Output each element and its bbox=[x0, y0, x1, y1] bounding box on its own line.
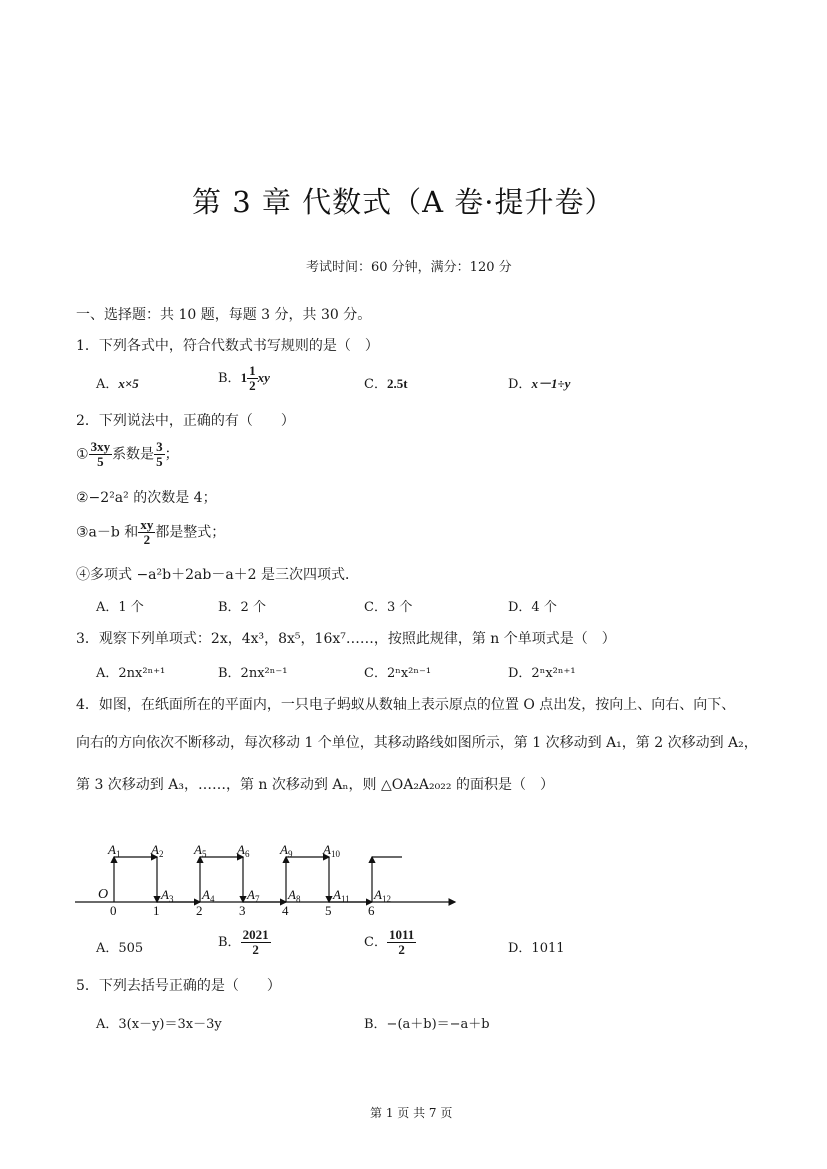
q1-option-b[interactable] bbox=[218, 364, 270, 393]
fraction-numerator: xy bbox=[140, 517, 154, 532]
statement-3-b: 都是整式； bbox=[155, 524, 226, 541]
section-heading: 一、选择题：共 10 题，每题 3 分，共 30 分。 bbox=[76, 307, 372, 323]
q1-option-b-label: B． bbox=[218, 371, 241, 386]
axis-tick-label: 1 bbox=[153, 903, 160, 918]
q4-option-a[interactable]: A．505 bbox=[96, 941, 144, 956]
axis-tick-label: 3 bbox=[239, 903, 246, 918]
q4-option-b[interactable] bbox=[218, 928, 271, 957]
q1-option-d-expr: x－1÷y bbox=[531, 376, 571, 391]
q4-option-c-fraction bbox=[387, 928, 416, 957]
point-label: $A_5$ bbox=[194, 842, 207, 859]
q2-statement-2: ②−2²a² 的次数是 4； bbox=[76, 490, 217, 506]
exam-info: 考试时间：60 分钟，满分：120 分 bbox=[306, 260, 512, 275]
q2-statement-3 bbox=[76, 518, 225, 547]
q2-option-c[interactable]: C．3 个 bbox=[364, 600, 413, 615]
q1-option-d[interactable] bbox=[508, 373, 570, 392]
q1-option-b-whole: 1 bbox=[240, 370, 248, 385]
q4-option-d[interactable]: D．1011 bbox=[508, 941, 565, 956]
statement-3-fraction bbox=[138, 518, 155, 547]
fraction-numerator: 3xy bbox=[90, 439, 111, 454]
point-label: $A_{11}$ bbox=[333, 887, 350, 904]
fraction-numerator: 1 bbox=[249, 363, 256, 378]
q3-option-c[interactable]: C．2ⁿx²ⁿ⁻¹ bbox=[364, 666, 432, 681]
q3-option-b[interactable]: B．2nx²ⁿ⁻¹ bbox=[218, 666, 288, 681]
q2-option-a[interactable]: A．1 个 bbox=[96, 600, 144, 615]
q2-option-d[interactable]: D．4 个 bbox=[508, 600, 557, 615]
question-4-line-2: 向右的方向依次不断移动，每次移动 1 个单位，其移动路线如图所示，第 1 次移动到 A₁，第 2 次移动到 A₂， bbox=[76, 735, 758, 751]
fraction-denominator: 5 bbox=[97, 454, 104, 469]
point-label: $A_6$ bbox=[237, 842, 250, 859]
question-2-stem: 2．下列说法中，正确的有（ ） bbox=[76, 413, 295, 429]
point-label: $A_{10}$ bbox=[323, 842, 340, 859]
axis-tick-label: 6 bbox=[368, 903, 375, 918]
q2-statement-4: ④多项式 −a²b＋2ab－a＋2 是三次四项式． bbox=[76, 567, 360, 583]
point-label: $A_4$ bbox=[202, 887, 215, 904]
page-footer: 第 1 页 共 7 页 bbox=[370, 1106, 453, 1120]
q5-option-a[interactable]: A．3(x－y)＝3x－3y bbox=[96, 1017, 222, 1032]
page-title: 第 3 章 代数式（A 卷·提升卷） bbox=[192, 185, 615, 219]
fraction-denominator: 2 bbox=[398, 942, 405, 957]
q3-option-d[interactable]: D．2ⁿx²ⁿ⁺¹ bbox=[508, 666, 576, 681]
question-3-stem: 3．观察下列单项式：2x，4x³，8x⁵，16x⁷……，按照此规律，第 n 个单项式是（ ） bbox=[76, 631, 616, 647]
q1-option-c[interactable] bbox=[364, 373, 408, 392]
q1-option-c-expr: 2.5t bbox=[386, 376, 408, 391]
statement-1-fraction bbox=[89, 440, 113, 469]
q4-option-c[interactable] bbox=[364, 928, 416, 957]
q1-option-b-fraction bbox=[247, 364, 258, 393]
q1-option-d-label: D． bbox=[508, 377, 532, 392]
fraction-numerator: 3 bbox=[156, 439, 163, 454]
question-4-line-1: 4．如图，在纸面所在的平面内，一只电子蚂蚁从数轴上表示原点的位置 O 点出发，按向上、向右、向下、 bbox=[76, 697, 736, 713]
q2-statement-1 bbox=[76, 440, 179, 469]
q1-option-a-expr: x×5 bbox=[118, 376, 139, 391]
axis-tick-label: 4 bbox=[282, 903, 289, 918]
fraction-denominator: 2 bbox=[249, 378, 256, 393]
axis-tick-label: 0 bbox=[110, 903, 117, 918]
axis-tick-label: 5 bbox=[325, 903, 332, 918]
figure-labels bbox=[98, 842, 391, 918]
q4-option-b-fraction bbox=[241, 928, 271, 957]
question-1-stem: 1．下列各式中，符合代数式书写规则的是（ ） bbox=[76, 338, 379, 354]
question-4-line-3: 第 3 次移动到 A₃，……，第 n 次移动到 Aₙ，则 △OA₂A₂₀₂₂ 的面积是（ ） bbox=[76, 777, 554, 793]
fraction-denominator: 5 bbox=[156, 454, 163, 469]
fraction-denominator: 2 bbox=[252, 942, 259, 957]
statement-1-end: ； bbox=[164, 446, 179, 463]
q3-option-a[interactable]: A．2nx²ⁿ⁺¹ bbox=[96, 666, 166, 681]
point-label: $A_1$ bbox=[108, 842, 121, 859]
q1-option-a-label: A． bbox=[96, 377, 119, 392]
point-label: $A_{12}$ bbox=[374, 887, 391, 904]
point-label: $A_9$ bbox=[280, 842, 293, 859]
q5-option-b[interactable]: B．−(a＋b)＝−a＋b bbox=[364, 1017, 490, 1032]
q2-option-b[interactable]: B．2 个 bbox=[218, 600, 266, 615]
point-label: $A_7$ bbox=[247, 887, 260, 904]
statement-3-a: ③a－b 和 bbox=[76, 524, 139, 541]
q4-option-b-label: B． bbox=[218, 935, 241, 950]
q1-option-a[interactable] bbox=[96, 373, 139, 392]
q1-option-b-tail: xy bbox=[257, 370, 270, 385]
statement-1-fraction-2 bbox=[154, 440, 165, 469]
number-line-figure bbox=[70, 835, 470, 920]
question-5-stem: 5．下列去括号正确的是（ ） bbox=[76, 978, 281, 994]
axis-tick-label: 2 bbox=[196, 903, 203, 918]
point-label: $A_3$ bbox=[161, 887, 174, 904]
fraction-numerator: 1011 bbox=[388, 927, 415, 942]
point-label: $A_2$ bbox=[151, 842, 164, 859]
fraction-numerator: 2021 bbox=[242, 927, 269, 942]
q4-option-c-label: C． bbox=[364, 935, 387, 950]
origin-label: O bbox=[98, 887, 109, 902]
q1-option-c-label: C． bbox=[364, 377, 387, 392]
point-label: $A_8$ bbox=[288, 887, 301, 904]
statement-1-mid: 系数是 bbox=[112, 446, 155, 463]
fraction-denominator: 2 bbox=[143, 532, 151, 547]
statement-mark: ① bbox=[76, 446, 89, 463]
